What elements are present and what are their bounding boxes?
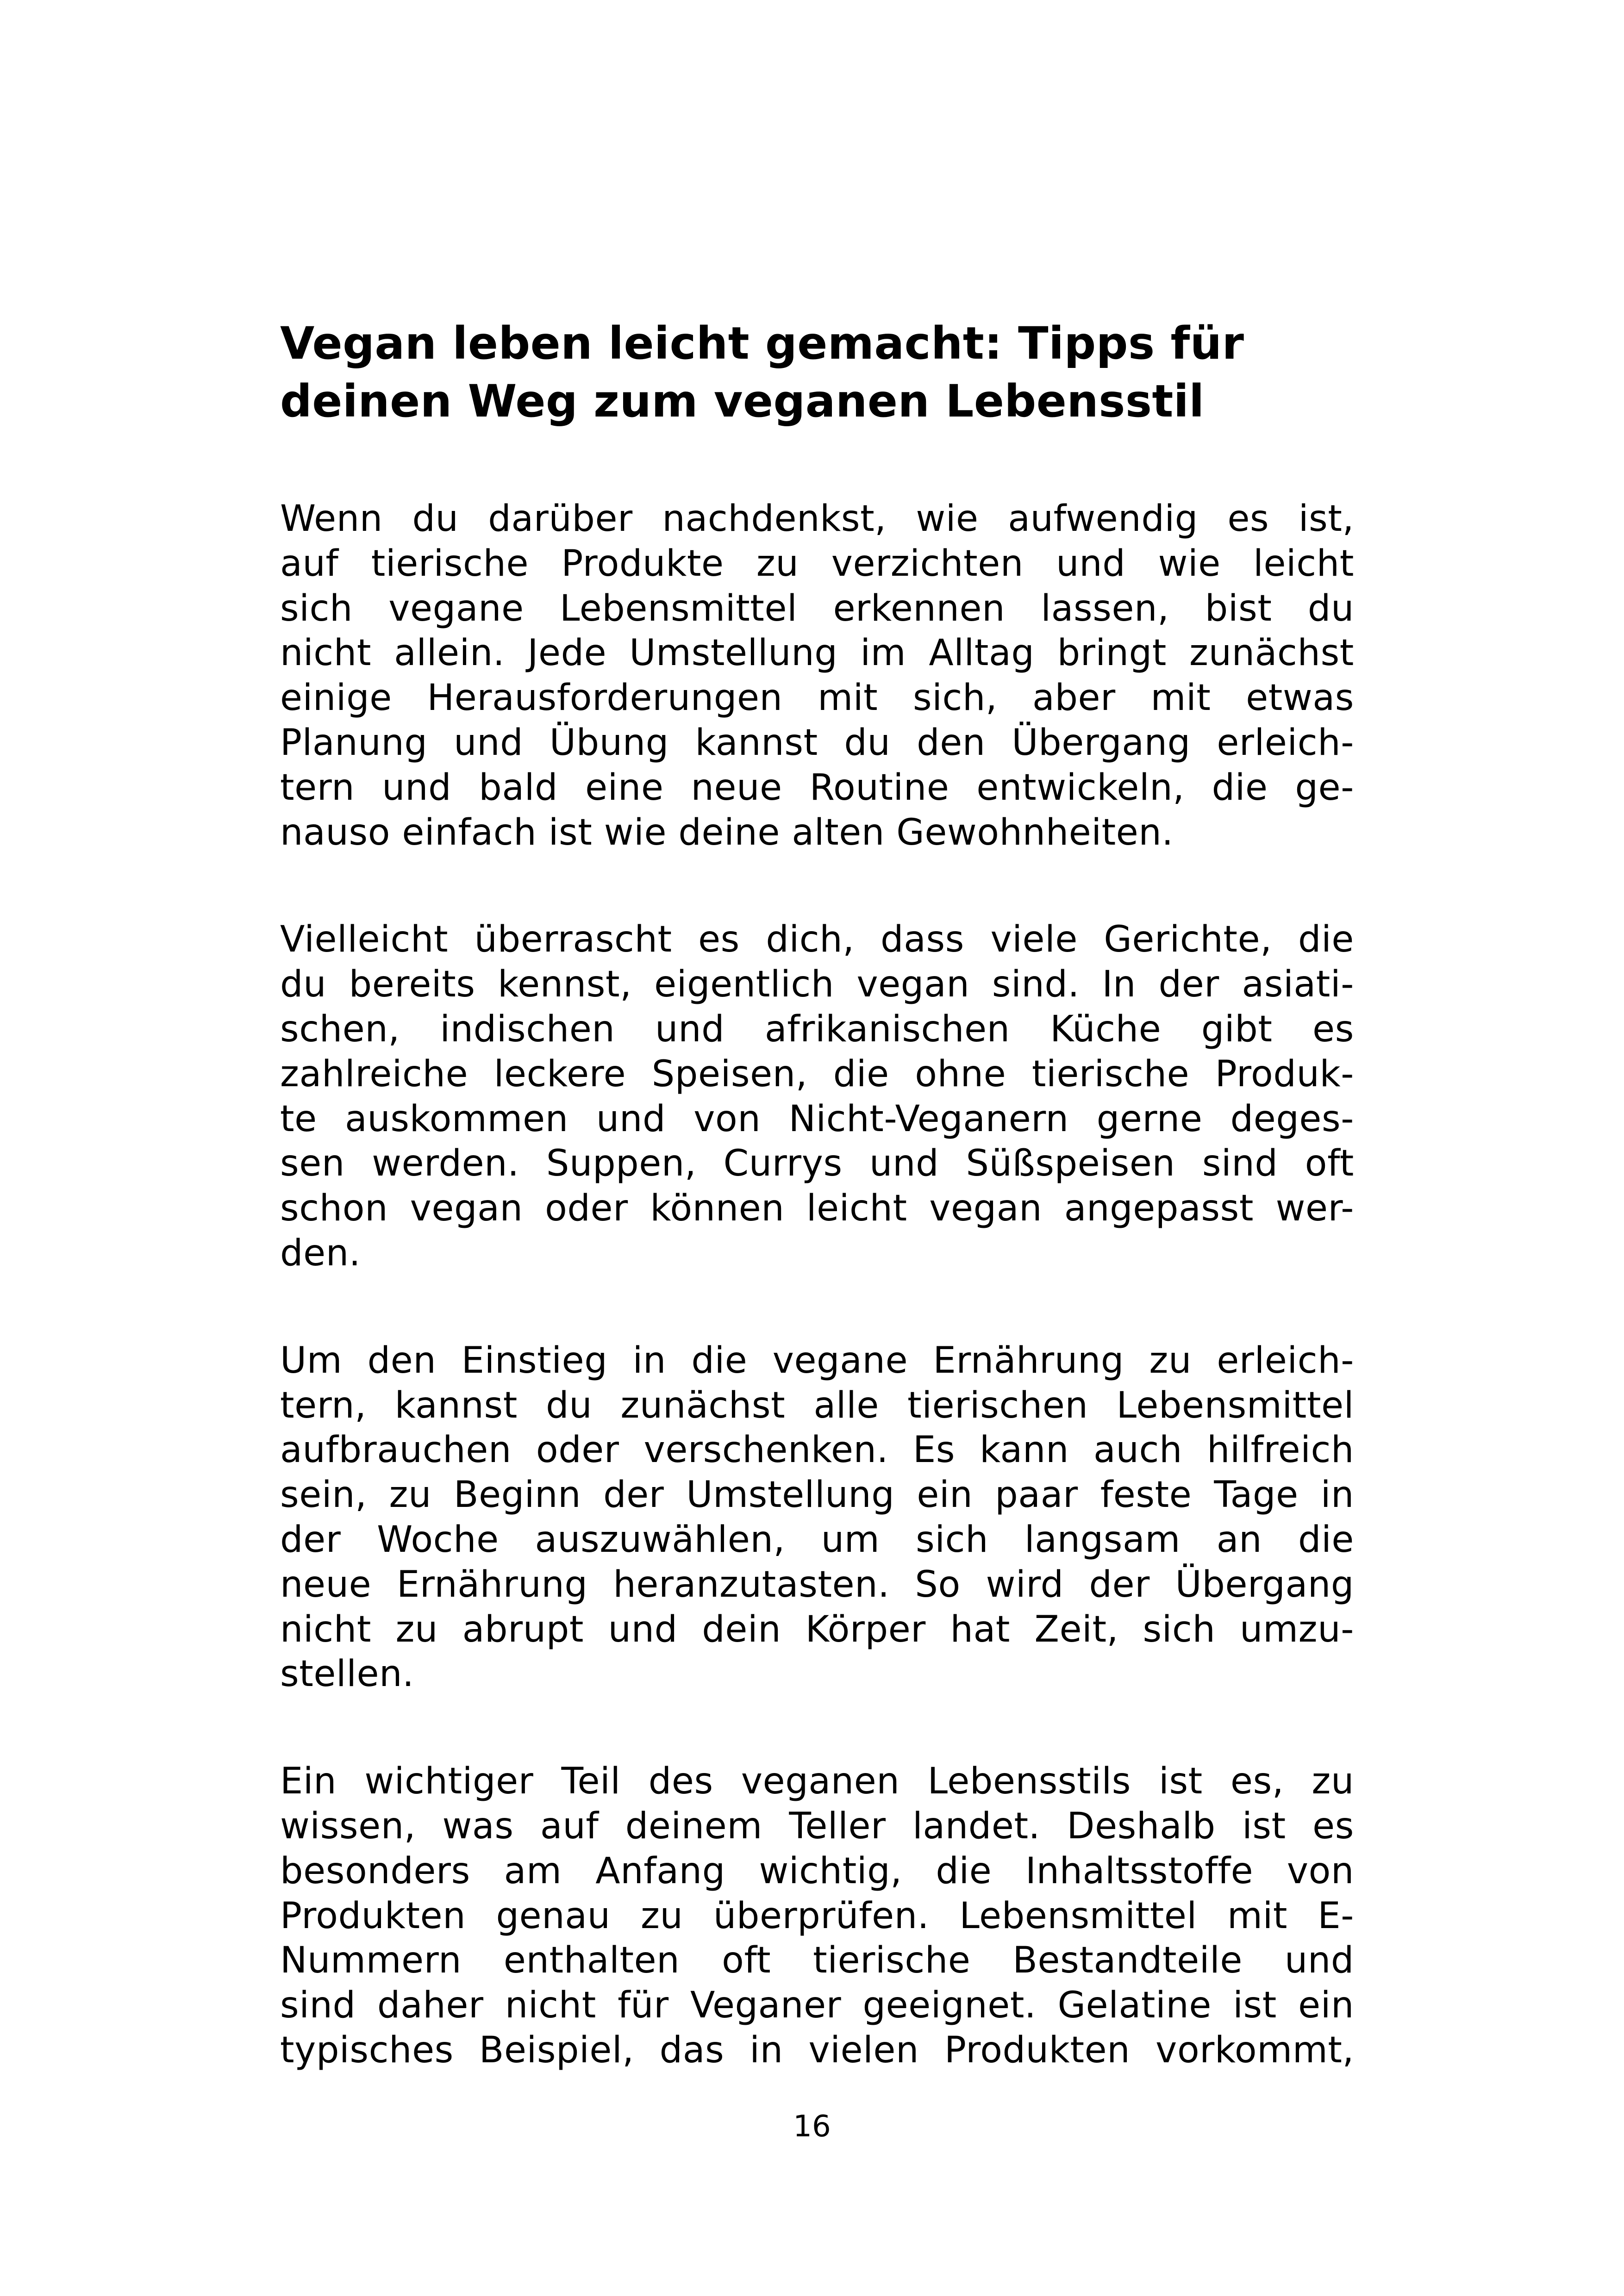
page-title <box>280 315 1354 430</box>
text-line: Planung und Übung kannst du den Übergang erleich- <box>280 722 1354 764</box>
text-line: du bereits kennst, eigentlich vegan sind. In der asiati- <box>280 964 1354 1006</box>
text-line: den. <box>280 1232 361 1274</box>
text-line: neue Ernährung heranzutasten. So wird der Übergang <box>280 1563 1354 1605</box>
text-line: Um den Einstieg in die vegane Ernährung zu erleich- <box>280 1339 1354 1381</box>
text-line: stellen. <box>280 1653 414 1695</box>
text-line: sen werden. Suppen, Currys und Süßspeisen sind oft <box>280 1143 1354 1185</box>
text-line: Nummern enthalten oft tierische Bestandteile und <box>280 1940 1354 1982</box>
text-line: aufbrauchen oder verschenken. Es kann auch hilfreich <box>280 1429 1354 1471</box>
text-line: der Woche auszuwählen, um sich langsam an die <box>280 1518 1354 1561</box>
text-line: Produkten genau zu überprüfen. Lebensmittel mit E- <box>280 1895 1354 1937</box>
text-line: te auskommen und von Nicht-Veganern gerne deges- <box>280 1098 1354 1140</box>
text-line: sind daher nicht für Veganer geeignet. Gelatine ist ein <box>280 1985 1354 2027</box>
paragraph-2 <box>280 917 1354 1276</box>
text-line: auf tierische Produkte zu verzichten und wie leicht <box>280 542 1354 585</box>
text-line: wissen, was auf deinem Teller landet. Deshalb ist es <box>280 1805 1354 1847</box>
text-line: besonders am Anfang wichtig, die Inhaltsstoffe von <box>280 1850 1354 1892</box>
text-line: schon vegan oder können leicht vegan angepasst wer- <box>280 1188 1354 1230</box>
body-text <box>280 497 1354 2135</box>
text-line: sein, zu Beginn der Umstellung ein paar feste Tage in <box>280 1474 1354 1516</box>
paragraph-1 <box>280 497 1354 855</box>
text-line: typisches Beispiel, das in vielen Produkten vorkommt, <box>280 2029 1354 2071</box>
text-line: nicht zu abrupt und dein Körper hat Zeit, sich umzu- <box>280 1608 1354 1650</box>
text-line: nicht allein. Jede Umstellung im Alltag bringt zunächst <box>280 632 1354 674</box>
text-line: tern und bald eine neue Routine entwickeln, die ge- <box>280 766 1354 809</box>
text-line: einige Herausforderungen mit sich, aber mit etwas <box>280 677 1354 719</box>
text-line: sich vegane Lebensmittel erkennen lassen, bist du <box>280 587 1354 629</box>
page-number: 16 <box>793 2109 831 2144</box>
title-line: deinen Weg zum veganen Lebensstil <box>280 375 1205 427</box>
paragraph-4 <box>280 1759 1354 2073</box>
text-line: schen, indischen und afrikanischen Küche gibt es <box>280 1008 1354 1050</box>
text-line: Ein wichtiger Teil des veganen Lebensstils ist es, zu <box>280 1761 1354 1803</box>
paragraph-3 <box>280 1338 1354 1697</box>
text-line: nauso einfach ist wie deine alten Gewohnheiten. <box>280 811 1174 853</box>
text-line: Wenn du darüber nachdenkst, wie aufwendig es ist, <box>280 498 1354 540</box>
text-line: tern, kannst du zunächst alle tierischen Lebensmittel <box>280 1384 1354 1426</box>
text-line: zahlreiche leckere Speisen, die ohne tierische Produk- <box>280 1053 1354 1095</box>
title-line: Vegan leben leicht gemacht: Tipps für <box>280 317 1244 369</box>
text-line: Vielleicht überrascht es dich, dass viele Gerichte, die <box>280 919 1354 961</box>
